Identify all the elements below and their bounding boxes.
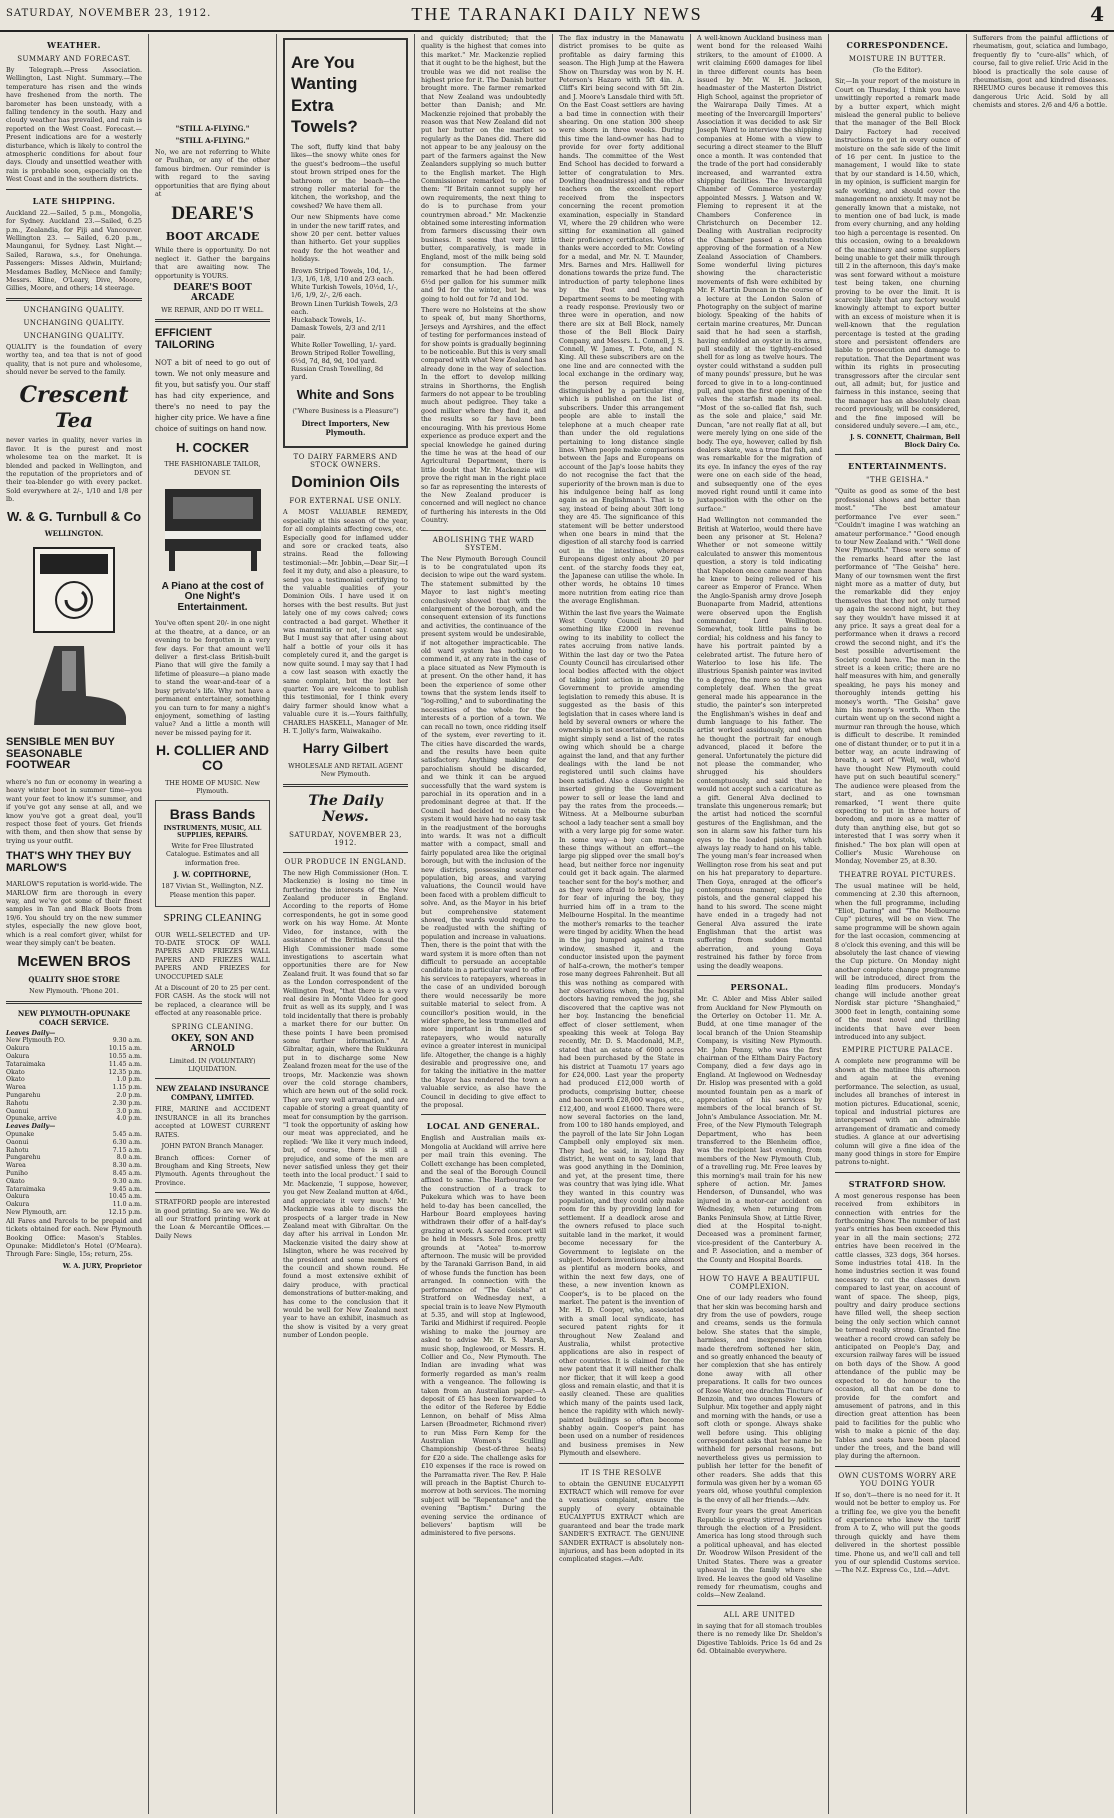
rheumo-text: Sufferers from the painful afflictions of rheumatism, gout, sciatica and lumbago, frequently fly to "cure-alls" which, of course, fail to give relief. Uric Acid in the blood is practically the sole cause of rheumatism, gout and kindred diseases. RHEUMO cures because it removes this dangerous Uric Acid. Sold by all chemists and stores. 2/6 and 4/6 a bottle. (973, 34, 1108, 110)
divider (835, 1466, 960, 1467)
brass-firm: J. W. COPITHORNE, (173, 870, 252, 880)
list-item: Damask Towels, 2/3 and 2/11 pair. (291, 324, 386, 341)
shipping-text: Auckland 22.—Sailed, 5 p.m., Mongolia, for Sydney. Auckland 23.—Sailed, 6.25 p.m., Zealandia, for Fiji and Vancouver. Wellington 23. — Sailed, 6.20 p.m., Maunganui, for Sydney. Last Night.—Sailed, Rarawa, s.s., for Onehunga. Passengers: Misses Aldwin, Muirland; Mesdames Badley, McNiece and family; Messrs. Kline, O'Leary, Dive, Moore, Gillies, Moore, and others; 14 steerage. (6, 208, 142, 293)
correspondence-text: Sir,—In your report of the moisture in Court on Thursday, I think you have unwittingly reported a remark made by a butter expert, which might mislead the general public to believe that the manager of the Bell Block Dairy Factory had received instructions to get in every ounce of moisture on the safe side of the limit of 16 per cent. In justice to the management, I would like to state that by our standard is 14.50, which, in my opinion, is sufficient margin for safe working, and should cover the management no anxiety. It may not be generally known that a mistake, not to mention one of bad luck, is made from every churning, and any holding too high a percentage is resented. On this occasion, owing to a breakdown of the machinery and some suppliers being unable to get their milk through till 2 in the afternoon, this day's make was sent forward without a moisture test being taken, one churning proving to be over the limit. It is scarcely likely that any factory would knowingly attempt to export butter with an excess of moisture when it is well-known that the regulation percentage is tested at the grading store and persistent offenders are liable to prosecution and damage to reputation. That the Department was within its rights in prosecuting transgressors after the circular sent out, all admit; but, for justice and fairness in this instance, seeing that the manager has an absolutely clean record previously, will be considered, and the fine imposed will be considered unduly severe.—I am, etc., (835, 77, 960, 431)
divider (283, 784, 408, 787)
stratford-printing-text: STRATFORD people are interested in good printing. So are we. We do all our Stratford printing work at the Loan & Mercantile Offices.—Daily News (155, 1198, 270, 1240)
column-3 (276, 34, 414, 1814)
white-sons-name: White and Sons (296, 386, 395, 402)
coach-heading: NEW PLYMOUTH-OPUNAKE COACH SERVICE. (17, 1008, 131, 1027)
tea-logo-text: Tea (54, 408, 94, 433)
masthead-date: SATURDAY, NOVEMBER 23, 1912. (6, 8, 212, 19)
divider (697, 1269, 822, 1270)
entertainments-heading: ENTERTAINMENTS. (848, 461, 947, 472)
brass-text: Write for Free Illustrated Catalogue. Estimates and all information free. (165, 842, 260, 867)
shipments-text: Our new Shipments have come in under the new tariff rates, and show 20 per cent. better values than hitherto. Get your supplies ready for the hot weather and holidays. (291, 213, 400, 264)
masthead-title: THE TARANAKI DAILY NEWS (411, 4, 703, 24)
table-row: Okato 9.30 a.m. (6, 1177, 142, 1185)
to-editor: (To the Editor). (872, 66, 923, 74)
mcewen-subtitle: QUALITY SHOE STORE (28, 975, 120, 985)
harry-gilbert-name: Harry Gilbert (302, 740, 389, 757)
column-2 (148, 34, 276, 1814)
list-item: Brown Linen Turkish Towels, 2/3 each. (291, 299, 398, 316)
empire-text: A complete new programme will be shown at the matinee this afternoon and again at the evening performance. The selection, as usual, includes all branches of interest in motion pictures. Educational, scenic, topical and industrial pictures are interspersed with an admirable arrangement of dramatic and comedy studies. A glance at our advertising column will give a fine idea of the many good things in store for Empire patrons to-night. (835, 1057, 960, 1167)
mcewen-address: New Plymouth. 'Phone 201. (29, 987, 119, 996)
piano-illustration (155, 481, 271, 576)
deare-tagline: WE REPAIR, AND DO IT WELL. (161, 306, 264, 314)
table-row: Okato 1.0 p.m. (6, 1076, 142, 1084)
towels-text: The soft, fluffy kind that baby likes—the snowy white ones for the guest's bedroom—the useful stout brown striped ones for the bathroom or the beach—the strong roller material for the kitchen, the workshop, and the cowshed? We have them all. (291, 143, 400, 210)
table-row: Oakura 10.55 a.m. (6, 1053, 142, 1061)
efficient-heading: EFFICIENT TAILORING (155, 327, 215, 351)
eucalyptus-text: to obtain the GENUINE EUCALYPTI EXTRACT which will remove for ever a vexatious complaint, ensure the supply of every obtainable EUCALYPTUS EXTRACT which are guaranteed and bear the trade mark SANDER'S EXTRACT. The GENUINE SANDER EXTRACT is absolutely non-injurious, and has been adopted in its complicated stages.—Adv. (559, 1479, 684, 1564)
table-row: Oaonui 3.0 p.m. (6, 1107, 142, 1115)
efficient-text: NOT a bit of need to go out of town. We not only measure and fit you, but satisfy you. Our staff has had city experience, and there's no need to pay the higher city price. We have a fine choice of suitings on hand now. (155, 358, 270, 433)
table-row: New Plymouth P.O. 9.30 a.m. (6, 1037, 142, 1045)
correspondence-heading: CORRESPONDENCE. (846, 40, 949, 50)
complexion-heading: HOW TO HAVE A BEAUTIFUL COMPLEXION. (699, 1275, 820, 1292)
unchanging-quality-3: UNCHANGING QUALITY. (23, 331, 125, 340)
list-item: Russian Crash Towelling, 8d yard. (291, 365, 384, 382)
news-items-text: A well-known Auckland business man went bond for the released Waihi strikers, to the amount of £1000. A writ claiming £600 damages for libel in three different counts has been issued by Mr. W. H. Jackson, headmaster of the Masterton District High School, against the proprietor of the Wairarapa Daily Times. At a meeting of the Invercargill Importers' Association it was decided to ask Sir Joseph Ward to interview the shipping companies at Home with a view to securing a direct steamer to the Bluff once a month. It was contended that the trade of the port had considerably increased, and warranted extra shipping facilities. The Invercargill Chamber of Commerce yesterday appointed Messrs. J. Watson and W. Fleming to represent it at the Chambers Conference in Christchurch on December 12. Dealing with Australian reciprocity the Chamber passed a resolution approving of the formation of a New Zealand Association of Chambers. Some wonderful living pictures showing the characteristic movements of fish were exhibited by Mr. F. Martin Duncan in the course of a lecture at the London Salon of Photography on the subject of marine biology. Speaking of the habits of certain marine creatures, Mr. Duncan said that he had seen a starfish, having enfolded an oyster in its arms, pull steadily at the tightly-enclosed shell for as long as twelve hours. The oyster could withstand a sudden pull of many pounds' pressure, but he was forced to give in to a long-continued pull, and upon the first opening of the valves the starfish made its meal. "Most of the so-called flat fish, such as the sole and plaice," said Mr. Duncan, "are not really flat at all, but were merely lying on one side of the body. The eye, however, called by fish dealers skate, was a true flat fish, and was remarkable for the migration of its eye. In infancy the eyes of the ray were one on each side of the head, and subsequently one of the eyes moved right round until it came into juxtaposition with the other on the surface." (697, 34, 822, 513)
weather-heading: WEATHER. (47, 40, 101, 50)
tea-packet-illustration (14, 542, 134, 637)
all-united-text: in saying that for all stomach troubles there is no remedy like Dr. Sheldon's Digestive Tabloids. Price 1s 6d and 2s 6d. Obtainable everywhere. (697, 1621, 822, 1655)
brass-subtitle: INSTRUMENTS, MUSIC, ALL SUPPLIES, REPAIRS. (163, 825, 262, 840)
divider (6, 298, 142, 301)
list-item: Brown Striped Towels, 10d, 1/-, 1/3, 1/6, 1/8, 1/10 and 2/3 each. (291, 266, 395, 283)
stratford-show-heading: STRATFORD SHOW. (848, 1178, 947, 1189)
personal-heading: PERSONAL. (730, 982, 789, 993)
table-row: Opunake, arrive 4.0 p.m. (6, 1115, 142, 1123)
cocker-subtitle: THE FASHIONABLE TAILOR, DEVON ST. (164, 460, 261, 477)
nz-insurance-heading: NEW ZEALAND INSURANCE COMPANY, LIMITED. (156, 1084, 269, 1103)
theatre-royal-text: The usual matinee will be held, commencing at 2.30 this afternoon, when the full programme, including "Eliot, Daring" and "The Melbourne Cup" pictures, will be on view. The same programme will be shown again for the last occasion, commencing at 8 o'clock this evening, and this will be absolutely the last chance of viewing the Cup picture. On Monday night another complete change programme will be introduced, direct from the leading film producers. Monday's change will include another great Nordisk star picture "Shanghaied," 3000 feet in length, containing some of the most novel and thrilling incidents that have ever been introduced into any subject. (835, 881, 960, 1042)
list-item: Huckaback Towels, 1/-. (291, 315, 366, 324)
eucalyptus-heading: IT IS THE RESOLVE (581, 1468, 662, 1477)
table-row: Okato 12.35 p.m. (6, 1068, 142, 1076)
quality-text: QUALITY is the foundation of every worthy tea, and tea that is not of good quality, that is not pure and wholesome, should never be served to the family. (6, 342, 142, 376)
produce-continued-text-2: There were no Holsteins at the show to speak of, but many Shorthorns, Jerseys and Ayrshires, and the effect of testing for performances instead of for show points is gradually beginning to be noticeable. But this is very small compared with what New Zealand has already done in the way of selection. In the effort to develop milking strains in Shorthorns, the English farmers do not appear to be troubling much about pedigree. They take a good milker where they find it, and the results so far have been encouraging. With his previous Home experience as produce expert and the special knowledge he gained during the time he was at the head of our Agricultural Department, there is little doubt that Mr. Mackenzie will prove the right man in the right place so far as representing the interests of the New Zealand producer is concerned and will neglect no chance of furthering his interests in the Old Country. (421, 306, 546, 525)
column-7 (828, 34, 966, 1814)
column-8 (966, 34, 1114, 1814)
mcewen-name: McEWEN BROS (17, 952, 131, 970)
shipping-heading: LATE SHIPPING. (32, 195, 116, 206)
divider (6, 1001, 142, 1004)
collier-subtitle: THE HOME OF MUSIC. New Plymouth. (165, 778, 260, 795)
dairy-heading: TO DAIRY FARMERS AND STOCK OWNERS. (293, 452, 398, 469)
deare-name-2: DEARE'S BOOT ARCADE (173, 283, 252, 303)
divider (559, 1463, 684, 1464)
list-item: White Roller Towelling, 1/- yard. (291, 340, 396, 349)
table-row: Oakura 10.45 a.m. (6, 1193, 142, 1201)
geisha-heading: "THE GEISHA." (866, 476, 929, 485)
table-row: Tataraimaka 9.45 a.m. (6, 1185, 142, 1193)
divider (6, 189, 142, 190)
column-6 (690, 34, 828, 1814)
still-flying-2: "STILL A-FLYING." (175, 136, 250, 145)
table-row: Oaonui 6.30 a.m. (6, 1138, 142, 1146)
correspondence-signature: J. S. CONNETT, Chairman, Bell Block Dairy Co. (849, 433, 960, 450)
complexion-text: One of our lady readers who found that her skin was becoming harsh and dry from the use of powders, rouge and creams, sends us the formula below. She states that the simple, harmless, and inexpensive lotion made therefrom softened her skin, and so greatly enhanced the beauty of her complexion that she has entirely done away with all other preparations. It calls for two ounces of Rose Water, one drachm Tincture of Benzoin, and two ounces Flowers of Sulphur. Mix together and apply night and morning with the hands, or use a soft cloth or sponge. Always shake well before using. This obliging correspondent asks that her name be withheld for personal reasons, but nevertheless gives us permission to publish her letter for the benefit of other readers. She adds that this formula was given her by a woman 65 years old, whose youthful complexion is the envy of all her friends.—Adv. (697, 1294, 822, 1504)
table-row: Puniho 8.45 a.m. (6, 1170, 142, 1177)
still-flying-text: No, we are not referring to White or Paulhan, or any of the other famous birdmen. Our reminder is with regard to the saving opportunities that are flying about at (155, 148, 270, 199)
local-notes-text-2: Within the last five years the Waimate West County Council has had something like £2000 in revenue owing to its inability to collect the rates accruing from native lands. Within the last day or two the Patea County Council has circularised other local bodies affected with the object of taking joint action in urging the Government to provide amending legislation to remedy this abuse. It is suggested as the basis of this legislation that in cases where land is held by several owners or where the ownership is not ascertained, councils might simply send a list of the rates owing which should be a charge against the land, and that any further dealings with the land be not registered until such claims have been satisfied. Also a clause might be inserted giving the Government power to sell or lease the land and pay the rates from the proceeds.—Witness. At a Melbourne suburban school a lady teacher sent a small boy with a very large pig for some water. In some way—a boy can manage these things without an effort—the large pig slipped over the small boy's head, but neither force nor ingenuity could get it back again. The alarmed teacher sent for the boy's mother, and as they were afraid to break the jug for fear of injuring the boy, they hurried him off in a tram to the Melbourne Hospital. In the meantime the mother's remarks to the teacher were tinged by acidity. When the head in the jug bumped against a tram window, smashed it, and the conductor insisted upon the payment of half-a-crown, the mother's temper rose many degrees Fahrenheit. But all this was nothing as compared with her observations when, the hospital doctors having removed the jug, she discovered that the captive was not her boy. Instancing the beneficial effect of closer settlement, when speaking this week at Tologa Bay recently, Mr. D. S. Macdonald, M.P., stated that an estate of 6000 acres had been purchased by the State in his district at Tuamotu 17 years ago for £24,000. Last year the property had produced £12,000 worth of products, comprising butter, cheese and bacon worth £28,000 wages, etc., £12,400, and wool £1600. There were now several factories on the land, from 100 to 180 hands employed, and the payroll of the late Sir John Logan Campbell only employed six men. They had, he said, in Tologa Bay district, he went on to say, land that was good anything in the Dominion, and yet, at the present time, there was country that was lying idle. What they wanted in this country was population, and they could only make room for this by providing land for settlement. If a deadlock arose and the owners refused to place such suitable land in the market, it would become necessary for the Government to legislate on the subject. Modern inventions are almost as plentiful as modern books, and within the next few days, one of these, a new invention known as Cooper's, is to be placed on the market. The patent is the invention of Mr. H. D. Cooper, who, associated with a small local syndicate, has secured patent rights for it throughout New Zealand and Australia, whilst protective applications are also in respect of other countries. It is claimed for the new patent that it will neither chalk nor flicker, that it will keep a good gloss and remain elastic, and that it is easily cleaned. These are qualities which many of the paints used lack, hence the rapidity with which newly-painted buildings so often become shabby again. Cooper's paint has been used on a number of residences and business premises in New Plymouth and elsewhere. (559, 608, 684, 1458)
dominion-text: A MOST VALUABLE REMEDY, especially at this season of the year, for all complaints affecting cows, etc. Especially good for inflamed udder and sore or cracked teats, also strains. Read the following testimonial:—Mr. Jobbin,—Dear Sir,—I feel it my duty, and also a pleasure, to send you a testimonial certifying to the valuable qualities of your Dominion Oils. I have used it on horses with the best results. But just lately one of my cows calved; cows contracted a bad garget. Whether it was mammitis or not, I cannot say. But I must say that after using about half a bottle of your oils it has completely cured it, and the garget is now quite sound. I may say that I had a cow last season with exactly the same complaint, but the lost her quarter. You are welcome to publish this testimonial, for I think every dairy farmer should know what a valuable cure it is.—Yours faithfully, CHARLES HASKELL, Manager of Mr. H. T. Jolly's farm, Waiwakaiho. (283, 508, 408, 735)
divider (421, 530, 546, 531)
all-united-heading: ALL ARE UNITED (723, 1610, 796, 1619)
white-sons-subtitle: ("Where Business is a Pleasure") (292, 407, 399, 416)
table-row: Oakura 11.0 a.m. (6, 1201, 142, 1209)
local-general-heading: LOCAL AND GENERAL. (426, 1121, 541, 1132)
produce-heading: OUR PRODUCE IN ENGLAND. (284, 857, 407, 866)
weather-subheading: SUMMARY AND FORECAST. (17, 55, 131, 63)
table-row: Rahotu 7.15 a.m. (6, 1146, 142, 1154)
table-row: Pungarehu 8.0 a.m. (6, 1154, 142, 1162)
coach-notes: All Fares and Parcels to be prepaid and tickets obtained for each. New Plymouth Booking Office: Mason's Stables. Opunake: Middleton's Hotel (O'Meara). Through Fare: Single, 15s; return, 25s. (6, 1216, 142, 1259)
divider (697, 1605, 822, 1606)
table-row: Pungarehu 2.0 p.m. (6, 1092, 142, 1100)
unchanging-quality-2: UNCHANGING QUALITY. (23, 318, 125, 327)
towels-ad (283, 38, 408, 448)
deare-subtitle: BOOT ARCADE (165, 230, 260, 244)
theatre-royal-heading: THEATRE ROYAL PICTURES. (839, 870, 956, 879)
deare-name: DEARE'S (171, 203, 254, 225)
divider (835, 1172, 960, 1173)
marlow-heading: THAT'S WHY THEY BUY MARLOW'S (6, 850, 132, 874)
politics-text: Every four years the great American Republic is greatly stirred by politics through the election of a President. America has long stood through such a political upheaval, and has elected Dr. Woodrow Wilson President of the United States. There was a greater upheaval in the family where she lived. He leaves the good old Vaseline remedy for rheumatism, coughs and colds—New Zealand. (697, 1507, 822, 1600)
turnbull-name: W. & G. Turnbull & Co (6, 508, 142, 524)
crescent-text: never varies in quality, never varies in flavor. It is the purest and most wholesome tea on the market. It is blended and packed in Wellington, and the reputation of the proprietors and of their tea-blender go with every packet. Sold everywhere at 2/-, 1/10 and 1/8 per lb. (6, 436, 142, 504)
okey-subtitle: Limited. IN (VOLUNTARY) LIQUIDATION. (169, 1056, 256, 1074)
customs-heading: OWN CUSTOMS WORRY ARE YOU DOING YOUR (838, 1471, 957, 1488)
table-row: Rahotu 2.30 p.m. (6, 1099, 142, 1107)
masthead (0, 0, 1114, 32)
column-1 (0, 34, 148, 1814)
marlow-text: MARLOW'S reputation is world-wide. The MARLOW firm are thorough in every way, and we've got some of their finest samples in Tan and Black Boots from 19/6. You should try on the new summer styles, especially the new glove boot, which is a real comfort giver, whilst for wear they simply can't be beaten. (6, 880, 142, 948)
column-4 (414, 34, 552, 1814)
table-row: Warea 8.30 a.m. (6, 1162, 142, 1170)
divider (155, 1078, 270, 1079)
collier-name: H. COLLIER AND CO (155, 742, 270, 773)
local-general-text: English and Australian mails ex-Mongolia at Auckland will arrive here per mail train this evening. The Collett exchange has been completed, and the seal of the Borough Council affixed to same. The Harbourage for the construction of a track to Pukekura which was to have been held to-day has been cancelled, the Harbour Board employees having withdrawn their offer of a half-day's grazing at work. A sacred concert will be held in Messrs. Sole Bros. pretty grounds at "Aotea" to-morrow afternoon. The music will be provided by the Taranaki Garrison Band, in aid of whose funds the function has been arranged. In connection with the performance of "The Geisha" at Stratford on Wednesday next, a special train is to leave New Plymouth at 5.35, and will stop at Inglewood, Tariki and Midhirst if required. People wishing to make the journey are asked to advise Mr. R. S. Marsh, music shop, Inglewood, or Messrs. H. Collier and Co., New Plymouth. The Indian are invading what was formerly regarded as man's realm with a vengeance. The following is taken from an Australian paper:—A deposit of £5 has been forwarded to the editor of the Referee by Eddie Lennon, on behalf of Miss Alma Larsen (Broadmeter, Richmond river) to run Miss Fern Kemp for the Australian Women's Sculling Championship (best-of-three heats) for £20 a side. The challenge asks for £10 expenses if the race is rowed on the Parramatta river. The Rev. P. Hale will preach in the Baptist Church to-morrow at both services. The morning subject will be "Repentance" and the evening "Baptism." During the evening service the ordinance of believers' baptism will be administered to five persons. (421, 1134, 546, 1538)
page-number: 4 (1090, 2, 1104, 26)
paton-name: JOHN PATON Branch Manager. (161, 1142, 264, 1151)
white-sons-address: Direct Importers, New Plymouth. (301, 418, 390, 437)
divider (421, 1114, 546, 1115)
customs-text: If so, don't—there is no need for it. It would not be better to employ us. For a trifling fee, we give you the benefit of experience who knew the tariff from A to Z, who will put the goods through quickly and have them delivered in the shortest possible time. Phone us, and we'll call and tell you of our splendid Customs service.—The N.Z. Express Co., Ltd.—Advt. (835, 1490, 960, 1575)
divider (835, 454, 960, 455)
coach-timetable (6, 1030, 142, 1217)
towel-price-list (291, 267, 400, 382)
turnbull-place: WELLINGTON. (44, 529, 104, 539)
spring-cleaning-small: SPRING CLEANING. (171, 1022, 254, 1031)
dominion-oils-name: Dominion Oils (291, 473, 400, 491)
coach-leaves-label: Leaves Daily— (6, 1123, 56, 1131)
local-notes-text: The flax industry in the Manawatu district promises to be quite as profitable as dairy farming this season. The High Jump at the Hawera Show on Thursday was won by N. H. Peterson's Hazaro with 5ft 4in. A. Cliff's Kiri being second with 5ft 2in. and J. Moore's Lansdale third with 5ft. On the East Coast settlers are having a bad time in connection with their shearing. On one station 300 sheep were shorn in three weeks. During this time the land-owner has had to provide for over forty additional hands. The committee of the West End School has decided to forward a letter of congratulation to Mrs. Dowling (headmistress) and the other teachers on the excellent report received from the inspectors concerning the recent promotion examination, especially in Standard VI, where the 29 children who were sitting for examination all gained their proficiency certificates. Votes of thanks were accorded to Mr. Cowling for a medal, and Mr. N. T. Maunder, Mrs. Barnes and Mrs. Halliwell for donations towards the prize fund. The introduction of party telephone lines by the Post and Telegraph Department seems to be meeting with a ready response. Previously two or three were in operation, and now there are six at Bell Block, namely those of the Bell Block Dairy Company, and Messrs. L. Connell, J. S. Connell, W. James, T. Pote, and N. King. All these subscribers are on the one line and are connected with the local exchange in the ordinary way, the person required being distinguished by a particular ring, which is published on the list of subscribers. Under this arrangement people are able to install the telephone at a much cheaper rate than under the old regulations pertaining to long distance single lines. When people make comparisons between the Japs and Europeans on account of the Jap's loose habits they do not recognise the fact that the superiority of the brown man is due to his indulgence being half as long again as an Englishman's. That is to say, instead of being about 30ft long they are 45. The significance of this statement will be better understood when one bears in mind that the digestion of all starchy food is carried out in the intestines, whereas Europeans digest only about 20 per cent. of the starchy foods they eat, the Japanese can utilise the whole. In other words, he obtains 10 times more nutrition from eating rice than the average Englishman. (559, 34, 684, 606)
brass-bands-ad (155, 800, 270, 907)
towels-heading: Are You Wanting Extra Towels? (291, 53, 358, 136)
column-5 (552, 34, 690, 1814)
table-row: Oakura 10.15 a.m. (6, 1045, 142, 1053)
nz-insurance-text: FIRE, MARINE and ACCIDENT INSURANCE in all its branches accepted at LOWEST CURRENT RATES. (155, 1105, 270, 1139)
piano-text: You've often spent 20/- in one night at the theatre, at a dance, or an evening to be forgotten in a very few days. For that amount we'll deliver a first-class British-built Piano that will give the family a lifetime of pleasure—a piano made to stand the wear-and-tear of a busy private's life. Why not have a permanent entertainer, something you can turn to for many a night's enjoyment, something of lasting value? And a little a month will never be missed paying for it. (155, 619, 270, 737)
table-row: Tataraimaka 11.45 a.m. (6, 1060, 142, 1068)
divider (283, 852, 408, 853)
ward-heading: ABOLISHING THE WARD SYSTEM. (432, 535, 535, 552)
divider (155, 319, 270, 322)
cocker-name: H. COCKER (176, 439, 249, 455)
paton-text: Branch offices: Corner of Brougham and King Streets, New Plymouth. Agents throughout the Province. (155, 1153, 270, 1187)
still-flying-1: "STILL A-FLYING." (175, 124, 250, 133)
ward-text: The New Plymouth Borough Council is to be congratulated upon its decision to wipe out the ward system. The statement submitted by the Mayor to last night's meeting conclusively showed that with the enlargement of the borough, and the consequent extension of its functions and activities, the continuance of the present system would be undesirable, if not altogether impracticable. The old ward system has nothing to commend it, at any rate in the case of a place situated as New Plymouth is at present. On the other hand, it has been the experience of some other towns that the system lends itself to "log-rolling," and to subordinating the necessities of the whole for the interests of a portion of a town. We can recall no town, once ridding itself of the system, ever reverting to it. The cities have discarded the wards, and the results have been quite satisfactory. Anything making for parochialism should be discarded, and we think it can be argued successfully that the ward system is parochial in its operation and in a predominant degree at that. If the Council had decided to retain the system it would have had no easy task in the readjustment of the boroughs into wards. It was not a difficult matter with a compact, small and fairly populated area like the original borough, but with the inclusion of the new districts, possessing scattered population, big areas, and varying valuations, the Council would have been faced with a problem difficult to solve. And, as the Mayor in his brief but comprehensive statement showed, the wards would require to be readjusted with the shifting of population and increase in valuations. Then, there is the point that with the ward system it is more often than not difficult to persuade an acceptable candidate in a particular ward to offer his services to ratepayers, whereas in the case of an undivided borough there would necessarily be more suitable material to select from. A councillor's position would, in the wider sphere, be less trammelled and more important in the eyes of ratepayers, who would naturally evince a greater interest in municipal life. Altogether, the change is a highly desirable and progressive one, and for taking the initiative in the matter the Mayor has rendered the town a valuable service, as also have the Council in deciding to give effect to the proposal. (421, 554, 546, 1109)
boot-illustration (14, 641, 134, 731)
okey-name: OKEY, SON AND ARNOLD (171, 1033, 254, 1054)
spring-discount: At a Discount of 20 to 25 per cent. FOR CASH. As the stock will not be replaced, a clearance will be effected at any reasonable price. (155, 984, 270, 1018)
brass-address: 187 Vivian St., Wellington, N.Z. Please mention this paper. (161, 882, 264, 899)
divider (155, 1192, 270, 1193)
spring-text: OUR WELL-SELECTED and UP-TO-DATE STOCK OF WALL PAPERS AND FRIEZES WALL PAPERS AND FRIEZES WALL PAPERS AND FRIEZES for UNOCCUPIED SALE (155, 930, 270, 981)
table-row: New Plymouth, arr. 12.15 p.m. (6, 1208, 142, 1216)
coach-leaves-label: Leaves Daily— (6, 1029, 56, 1037)
piano-heading: A Piano at the cost of One Night's Entertainment. (161, 580, 264, 613)
table-row: Warea 1.15 p.m. (6, 1084, 142, 1092)
coach-signature: W. A. JURY, Proprietor (62, 1261, 142, 1270)
sensible-text: where's no fun or economy in wearing a heavy winter boot in summer time—you want your feet to know it's summer, and if you've got any sense at all, and we know you've got a great deal, you'll respect those feet of yours. Get friends with them, and then show that sense by trying us your outfit. (6, 777, 142, 845)
wellington-story-text: Had Wellington not commanded the British at Waterloo, would there have been any prisoner at St. Helena? Whether or not someone wittily calculated to answer this momentous question, a story is told indicating that Napoleon once came nearer than he knew to being relieved of his career as Emperor of France. When the Anglo-Spanish army drove Joseph Buonaparte from Madrid, attentions were observed upon the English commander, Lord Wellington. Somewhat, took little pains to be cordial; his coldness and his fancy to have his portrait painted by a celebrated artist. The future hero of Waterloo to lose his life. The illustrious Spanish painter was invited to a degree, the more so that he was completely deaf. When the great general made his appearance in the studio, the painter's son interpreted the Englishman's wishes in deaf and dumb language to his father. The artist worked assiduously, and when he thought the portrait far enough advanced, placed it before the general. Unfortunately the picture did not please the commander, who shrugged his shoulders contemptuously, and said that he would not accept such a caricature as a gift. General Alva declined to translate this ungenerous remark; but the artist had noticed the scornful gestures of the Englishman, and the son in alarm saw his father turn his eyes to the loaded pistols, which always lay ready to hand on his table. The young man's fear increased when Wellington rose from his seat and put on his hat preparatory to departure. Then Goya, enraged at the officer's contemptuous manner, seized the pistols, and the general clapped his hand to his sword. The scene might have ended in a tragedy had not General Alva assured the irate Englishman that the artist was suffering from sudden mental aberration, and young Goya restrained his father by force from using the deadly weapons. (697, 516, 822, 970)
list-item: White Turkish Towels, 10½d, 1/-, 1/6, 1/9, 2/-, 2/6 each. (291, 283, 399, 300)
sensible-heading: SENSIBLE MEN BUY SEASONABLE FOOTWEAR (6, 736, 115, 772)
crescent-logo-text: Crescent (19, 382, 129, 409)
table-row: Opunake 5.45 a.m. (6, 1131, 142, 1139)
daily-news-masthead: The Daily News. (308, 792, 383, 825)
list-item: Brown Striped Roller Towelling, 6½d, 7d, 8d, 9d, 10d yard. (291, 348, 396, 365)
unchanging-quality-1: UNCHANGING QUALITY. (23, 305, 125, 314)
harry-gilbert-subtitle: WHOLESALE AND RETAIL AGENT New Plymouth. (288, 762, 403, 779)
personal-text: Mr. C. Abler and Miss Abler sailed from Auckland for New Plymouth on the Orterley on October 11. Mr. A. Budd, at one time manager of the local branch of the Union Steamship Company, is visiting New Plymouth. Mr. John Penny, who was the first chairman of the Eltham Dairy Factory Company, died a few days ago in England. At Inglewood on Wednesday Dr. Hislop was presented with a gold mounted fountain pen as a mark of appreciation of his services by members of the local branch of St. John's Ambulance Association. Mr. M. Free, of the New Plymouth Telegraph Department, who has been transferred to the Blenheim office, was the recipient last evening, from members of the New Plymouth Club, of a travelling rug. Mr. Free leaves by this morning's mail train for his new sphere of action. Mr. James Henderson, of Dunsandel, who was injured in a motor-car accident on Wednesday, when returning from Banks Peninsula Show, at Little River, died at the Hospital to-night. Deceased was a prominent farmer, vice-president of the Canterbury A. and P. Association, and a member of the County and Hospital Boards. (697, 995, 822, 1264)
dominion-subtitle: FOR EXTERNAL USE ONLY. (289, 497, 402, 506)
weather-text: By Telegraph.—Press Association. Wellington, Last Night. Summary.—The temperature has risen and the winds have freshened from the north. The barometer has been unsteady, with a falling tendency in the south. Hazy and cloudy weather has prevailed, and rain is reported on the West Coast. Forecast.—Present indications are for a westerly disturbance, which is likely to control the atmospheric conditions for about four days. Cloudy and unsettled weather with rain is probable soon, especially on the West Coast and in the southern districts. (6, 66, 142, 184)
deare-text: While there is opportunity. Do not neglect it. Gather the bargains that are awaiting now. The opportunity is YOURS. (155, 246, 270, 280)
spring-cleaning-heading: SPRING CLEANING (163, 912, 262, 925)
moisture-heading: MOISTURE IN BUTTER. (848, 55, 947, 63)
geisha-text: "Quite as good as some of the best professional shows and better than most." "The best amateur performance I've ever seen." "Couldn't imagine I was watching an amateur performance." "Good enough to tour New Zealand with." "Well done New Plymouth." These were some of the remarks heard after the last performance of "The Geisha" here. Many of our townsmen went the first night more as a matter of duty, but the remarkable did they enjoy themselves that they not only turned up again the second night, but they say they wouldn't have missed it at any price. It says a great deal for a performance when it draws a record crowd the second night, and it's the best possible advertisement the Society could have. The man in the street is a keen critic; there are no half measures with him, and generally speaking, he pays his money and thoroughly intends getting his money's worth. "The Geisha" gave him his money's worth. When the curtain went up on the second night a murmur ran through the house, which is difficult to describe. It reminded one of distant thunder, or to put it in a better way, an acute indrawing of breath, a sort of "Well, well, who'd have thought New Plymouth could have put on such beautiful scenery." The audience were pleased from the start, and as one townsman remarked, "I went there quite expecting to put in three hours of boredom, and more as a matter of duty than anything else, but got so interested that I was sorry when it finished." The box plan will open at Collier's Music Warehouse on Monday, November 25, at 8.30. (835, 487, 960, 866)
produce-text: The new High Commissioner (Hon. T. Mackenzie) is losing no time in furthering the interests of the New Zealand producer in England. According to the reports of Home correspondents, he got in some good work on his way Home. At Monte Video, for instance, with the assistance of the British Consul the High Commissioner made some investigations to ascertain what opportunities there are for New Zealand fruit. It was found that so far as the London correspondent of the Wellington Post, "that there is a very real desire in Monte Video for good fruit as well as its supply, and I was told incidentally that there is probably a market there for our butter. On these points I have been promised some further information." At Gibraltar, again, where the Rukkunra put in to discharge some New Zealand frozen meat for the use of the troops, Mr. Mackenzie was shown over the cold storage chambers, which are hewn out of the solid rock. They are very well arranged, and are capable of storing a great quantity of meat for consumption by the garrison. "I took the opportunity of asking how our meat was appreciated, and he replied: 'We like it very much indeed, but, of course, there is still a prejudice, and some of the men are never satisfied unless they get their teeth into the local product.' I said to Mr. Mackenzie, 'I suppose, however, you get New Zealand mutton at 4/6d., and appreciate it very much.' Mr. Mackenzie was able to discuss the prospects of a larger trade in New Zealand meat with Gibraltar. On the day after his arrival in London Mr. Mackenzie visited the dairy show at Islington, where he was received by the president and some members of the council and shown round. He found a most extensive exhibit of dairy produce, with practical demonstrations of butter-making, and has come to the conclusion that it would be well for New Zealand next year to have an exhibit, inasmuch as the show is visited by a very great number of London people. (283, 868, 408, 1340)
stratford-show-text: A most generous response has been received from exhibitors in connection with entries for the forthcoming Show. The number of last year's entries has been exceeded this year in all the main sections; 272 entries have been received in the cattle classes, 323 dogs, 364 horses. Some industries total 418. In the home industries section it was found necessary to cut the classes down compared to last year, on account of want of space. The sheep, pigs, poultry and dairy produce sections have filled well, the sheep section being the only section which cannot be termed really strong. Granted fine weather a record crowd can safely be anticipated on People's Day, and excursion railway fares will be issued on both days of the Show. A good attendance of the public may be expected to do honour to the occasion, all that can be done to provide for the comfort and amusement of patrons, and in this direction great attention has been paid to facilities for the public who wish to make a picnic of the day. Tables and seats have been placed under the trees, and the band will play during the afternoon. (835, 1191, 960, 1461)
produce-continued-text: and quickly distributed; that the quality is the highest that comes into this market." Mr. Mackenzie replied that it ought to be the highest, but the trouble was we did not realise the highest price for it. The Danish butter brought more. The farmer remarked that New Zealand was undoubtedly better than Danish; and Mr. Mackenzie rejoined that probably the reason was that New Zealand did not put her butter on the market so regularly as the Danes did. There did not appear to be any jealousy on the part of the farmers against the New Zealanders supplying so much butter to the English market. The High Commissioner remarked to one of them: "If Britain cannot supply her own requirements, the next thing to do is to purchase from your countrymen abroad." Mr. Mackenzie obtained some interesting information from farmers discussing their own business. It seems that very little butter, comparatively, is made in England, most of the milk being sold for consumption. The farmer remarked that he had been offered 6½d per gallon for his summer milk and 9d for the winter, but he was going to hold out for 7d and 10d. (421, 34, 546, 303)
empire-heading: EMPIRE PICTURE PALACE. (842, 1046, 953, 1055)
brass-heading: Brass Bands (169, 806, 256, 823)
daily-news-date: SATURDAY, NOVEMBER 23, 1912. (289, 830, 402, 847)
divider (697, 975, 822, 976)
